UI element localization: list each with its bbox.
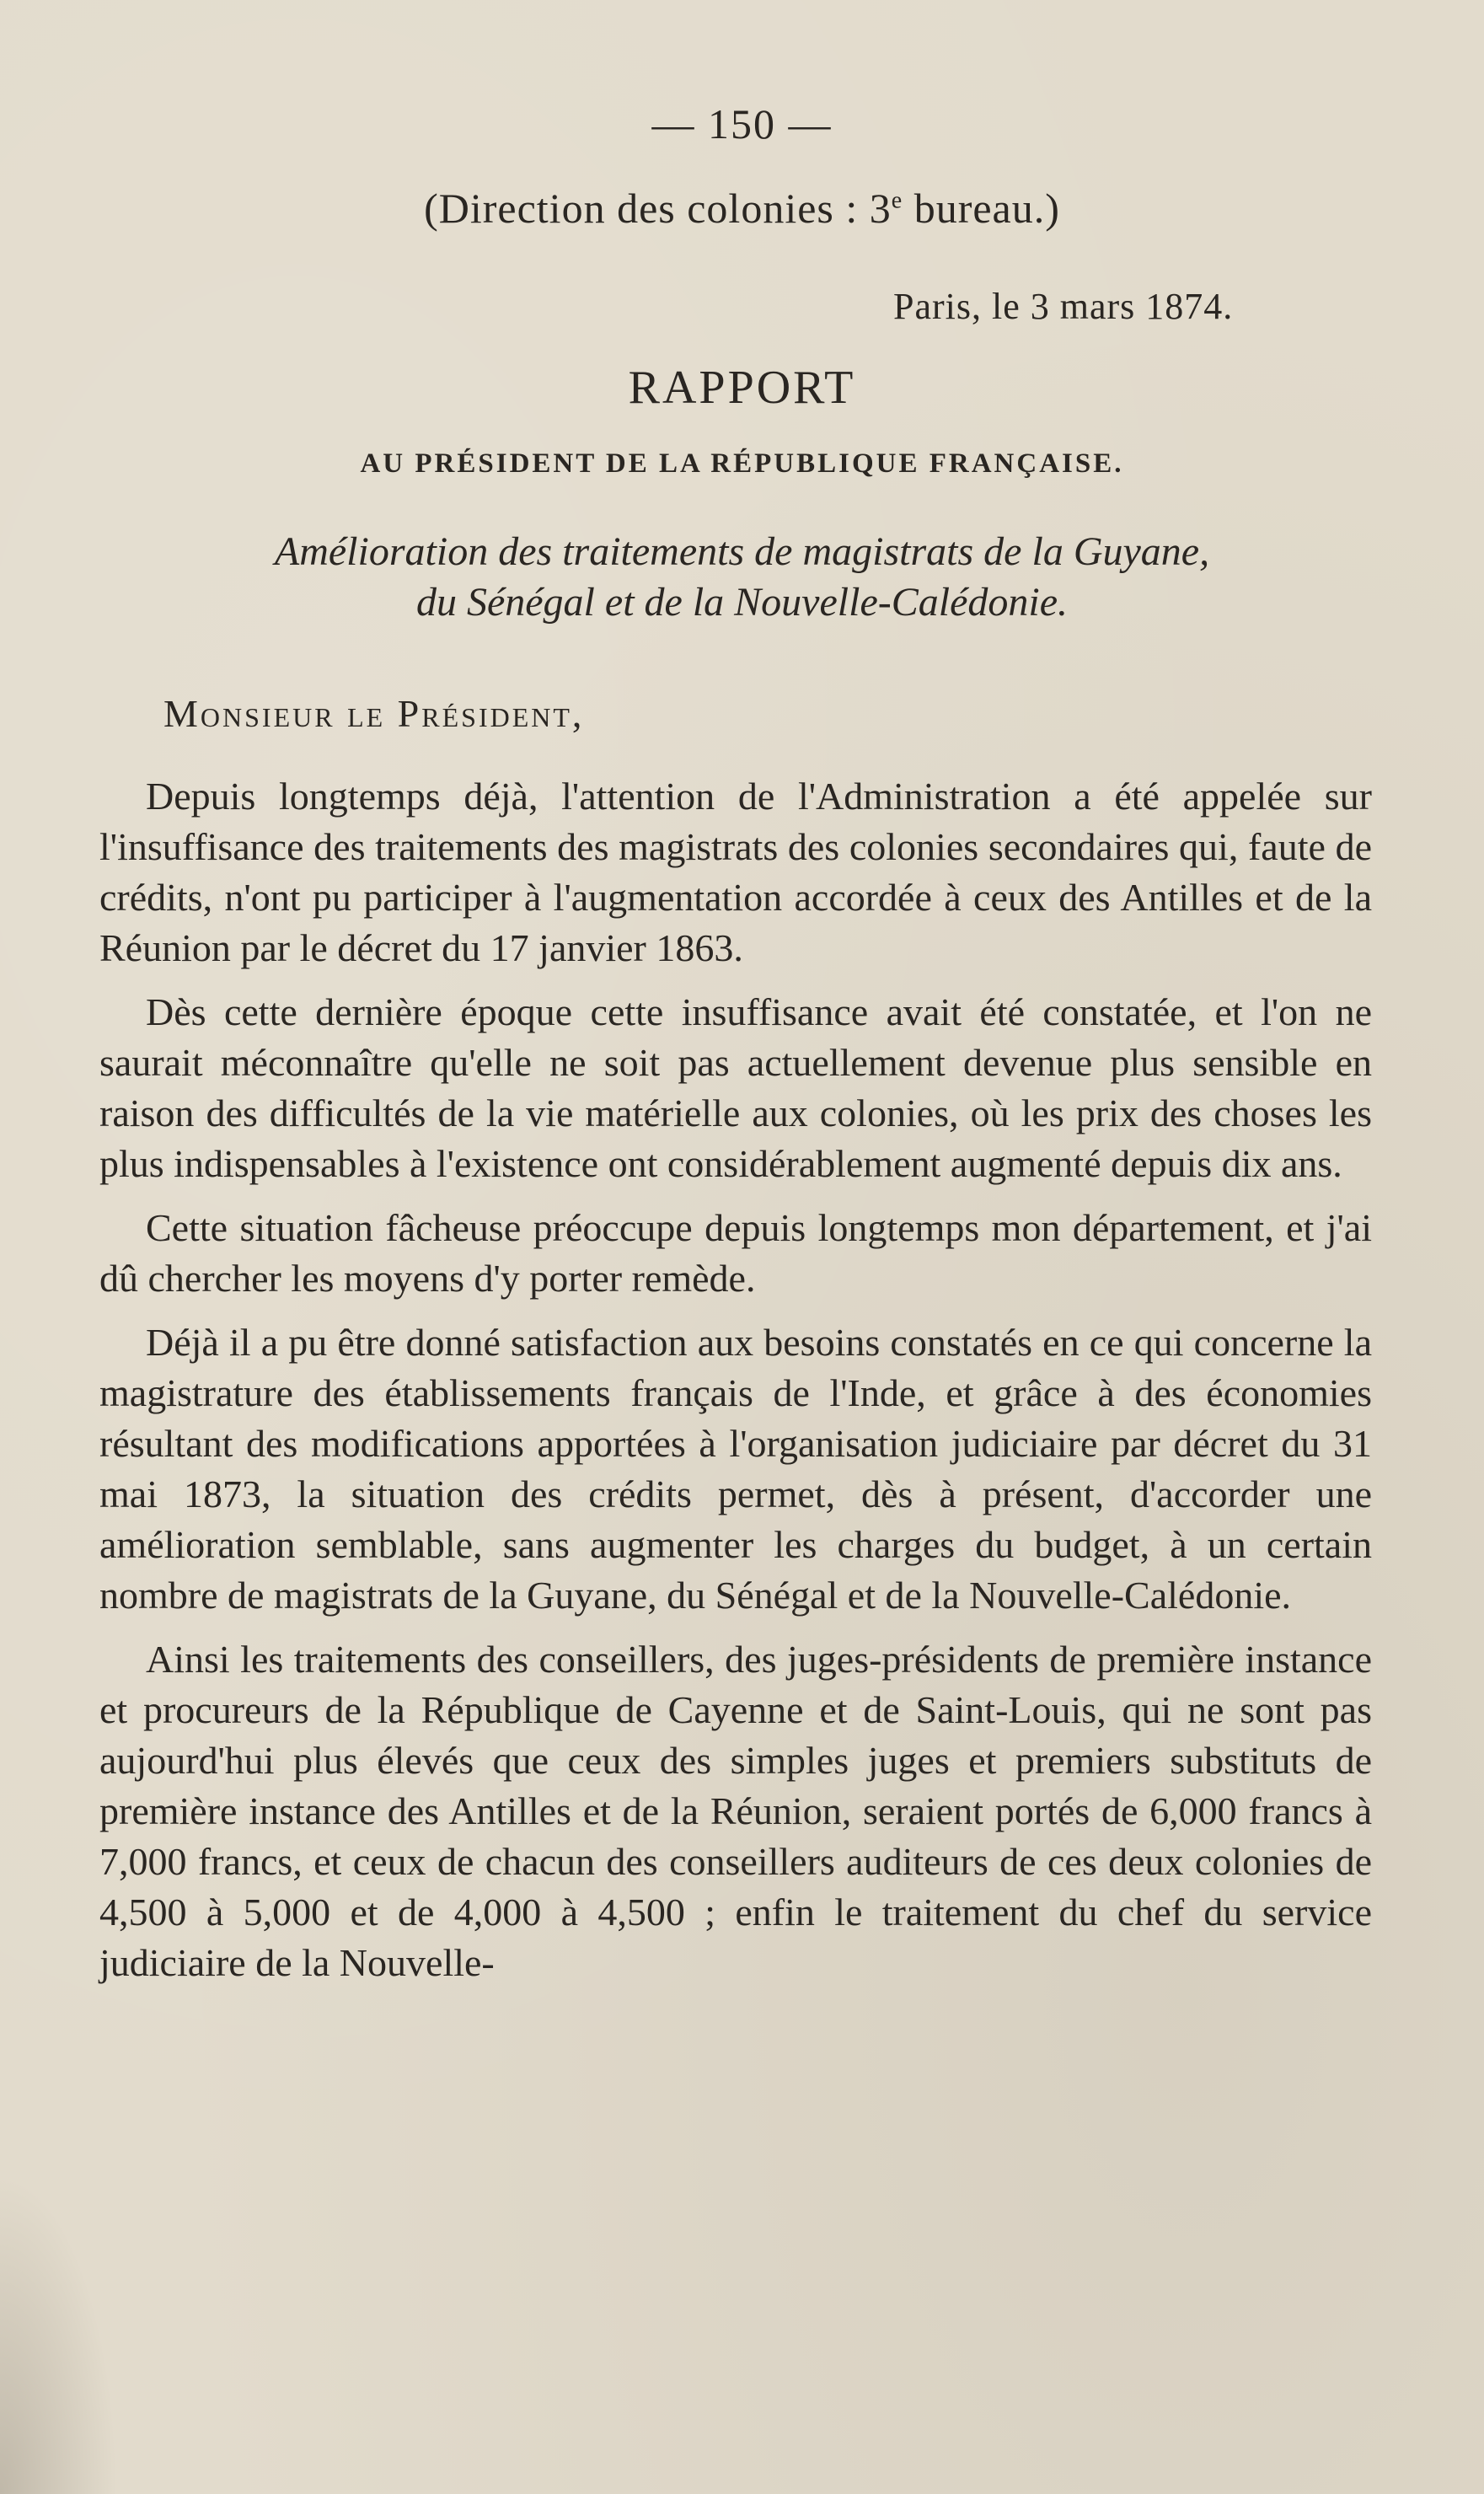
page-edge-shadow (0, 2174, 118, 2494)
department-suffix: bureau.) (903, 185, 1060, 232)
paragraph-2: Dès cette dernière époque cette insuffisance avait été constatée, et l'on ne saurait méconnaître qu'elle ne soit pas actuellement devenue plus sensible en raison des difficultés de la vie matérielle aux colonies, où les prix des choses les plus indispensables à l'existence ont considérablement augmenté depuis dix ans. (99, 990, 1372, 1185)
paragraph-4: Déjà il a pu être donné satisfaction aux besoins constatés en ce qui concerne la magistrature des établissements français de l'Inde, et grâce à des économies résultant des modifications apportées à l'organisation judiciaire par décret du 31 mai 1873, la situation des crédits permet, dès à présent, d'accorder une amélioration semblable, sans augmenter les charges du budget, à un certain nombre de magistrats de la Guyane, du Sénégal et de la Nouvelle-Calédonie. (99, 1321, 1372, 1617)
body-text (99, 771, 1372, 2002)
report-subtitle: AU PRÉSIDENT DE LA RÉPUBLIQUE FRANÇAISE. (360, 448, 1124, 479)
dateline: Paris, le 3 mars 1874. (893, 286, 1234, 327)
paragraph-5: Ainsi les traitements des conseillers, des juges-présidents de première instance et procureurs de la République de Cayenne et de Saint-Louis, qui ne sont pas aujourd'hui plus élevés que ceux des simples juges et premiers substituts de première instance des Antilles et de la Réunion, seraient portés de 6,000 francs à 7,000 francs, et ceux de chacun des conseillers auditeurs de ces deux colonies de 4,500 à 5,000 et de 4,000 à 4,500 ; enfin le traitement du chef du service judiciaire de la Nouvelle- (99, 1638, 1372, 1984)
report-title: RAPPORT (628, 362, 856, 414)
salutation: Monsieur le Président, (163, 692, 585, 735)
department-ordinal-suffix: e (891, 187, 903, 214)
department-prefix: (Direction des colonies : 3 (424, 185, 892, 232)
decree-title-line-2: du Sénégal et de la Nouvelle-Calédonie. (415, 580, 1069, 625)
page-number: — 150 — (651, 100, 833, 147)
paragraph-1: Depuis longtemps déjà, l'attention de l'Administration a été appelée sur l'insuffisance des traitements des magistrats des colonies secondaires qui, faute de crédits, n'ont pu participer à l'augmentation accordée à ceux des Antilles et de la Réunion par le décret du 17 janvier 1863. (99, 775, 1372, 969)
decree-title-line-1: Amélioration des traitements de magistrats de la Guyane, (274, 529, 1210, 574)
department-heading (0, 184, 1484, 233)
paragraph-3: Cette situation fâcheuse préoccupe depuis longtemps mon département, et j'ai dû chercher les moyens d'y porter remède. (99, 1206, 1372, 1300)
decree-title (118, 527, 1366, 628)
